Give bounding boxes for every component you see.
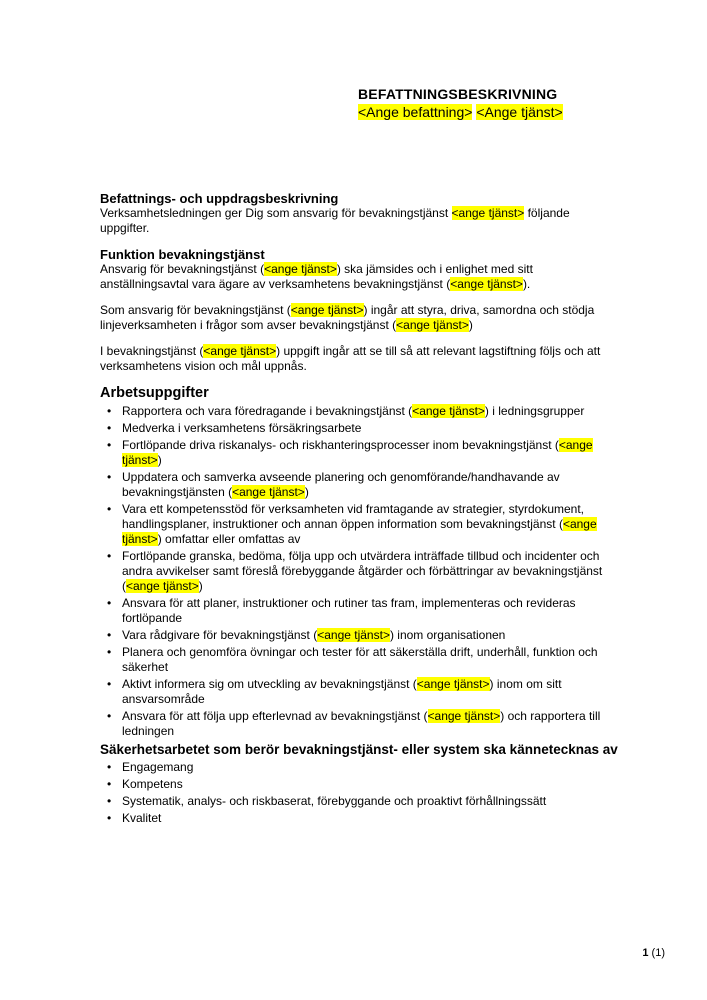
- page-number: 1: [642, 947, 649, 959]
- placeholder-highlight: <ange tjänst>: [122, 517, 597, 546]
- placeholder-highlight: <ange tjänst>: [203, 344, 277, 358]
- page-total: (1): [651, 947, 665, 959]
- paragraph-funktion-2: [100, 303, 612, 333]
- placeholder-highlight: <ange tjänst>: [450, 277, 523, 291]
- text-run: ): [468, 318, 473, 332]
- section-heading-sakerhetsarbetet: Säkerhetsarbetet som berör bevakningstjänst- eller system ska kännetecknas av: [100, 742, 618, 757]
- text-run: Kompetens: [122, 777, 183, 791]
- task-item: [100, 438, 612, 468]
- text-run: Vara ett kompetensstöd för verksamheten vid framtagande av strategier, styrdokument, handlingsplaner, instruktioner och annan öppen information som bevakningstjänst (: [122, 502, 585, 531]
- text-run: ) uppgift ingår att se till så att relevant lagstiftning följs och att verksamhetens vision och mål uppnås.: [100, 344, 601, 373]
- task-item: [100, 596, 612, 626]
- text-run: ).: [522, 277, 531, 291]
- text-run: Som ansvarig för bevakningstjänst (: [100, 303, 291, 317]
- text-run: ) omfattar eller omfattas av: [157, 532, 301, 546]
- principle-item: [100, 794, 612, 809]
- section-heading-funktion: Funktion bevakningstjänst: [100, 247, 265, 262]
- task-item: [100, 677, 612, 707]
- task-item: [100, 404, 612, 419]
- section-heading-uppdragsbeskrivning: Befattnings- och uppdragsbeskrivning: [100, 191, 339, 206]
- text-run: I bevakningstjänst (: [100, 344, 204, 358]
- text-run: ) ingår att styra, driva, samordna och stödja linjeverksamheten i frågor som avser bevakningstjänst (: [100, 303, 595, 332]
- document-title: BEFATTNINGSBESKRIVNING: [358, 86, 558, 102]
- placeholder-highlight: <ange tjänst>: [264, 262, 337, 276]
- text-run: Vara rådgivare för bevakningstjänst (: [122, 628, 318, 642]
- text-run: Systematik, analys- och riskbaserat, förebyggande och proaktivt förhållningssätt: [122, 794, 547, 808]
- text-run: Kvalitet: [122, 811, 162, 825]
- paragraph-funktion-3: [100, 344, 612, 374]
- placeholder-highlight: <ange tjänst>: [317, 628, 390, 642]
- placeholder-highlight: <ange tjänst>: [451, 206, 525, 220]
- section-heading-arbetsuppgifter: Arbetsuppgifter: [100, 385, 209, 401]
- principles-list: [100, 760, 612, 826]
- task-item: [100, 502, 612, 547]
- text-run: ) inom om sitt ansvarsområde: [122, 677, 562, 706]
- task-item: [100, 421, 612, 436]
- placeholder-highlight: <ange tjänst>: [126, 579, 199, 593]
- placeholder-highlight: <ange tjänst>: [416, 677, 490, 691]
- placeholder-highlight: <ange tjänst>: [122, 438, 593, 467]
- text-run: Planera och genomföra övningar och tester för att säkerställa drift, underhåll, funktion och säkerhet: [122, 645, 598, 674]
- document-body: [100, 191, 618, 826]
- placeholder-highlight: <ange tjänst>: [412, 404, 485, 418]
- task-item: [100, 628, 612, 643]
- page-footer: [642, 946, 665, 960]
- principle-item: [100, 760, 612, 775]
- text-run: Aktivt informera sig om utveckling av bevakningstjänst (: [122, 677, 417, 691]
- text-run: ) i ledningsgrupper: [484, 404, 585, 418]
- text-run: Ansvara för att planer, instruktioner och rutiner tas fram, implementeras och revideras fortlöpande: [122, 596, 576, 625]
- task-item: [100, 549, 612, 594]
- text-run: ) ska jämsides och i enlighet med sitt anställningsavtal vara ägare av verksamhetens bevakningstjänst (: [100, 262, 533, 291]
- text-run: Rapportera och vara föredragande i bevakningstjänst (: [122, 404, 413, 418]
- text-run: ) och rapportera till ledningen: [122, 709, 601, 738]
- task-item: [100, 470, 612, 500]
- text-run: ): [157, 453, 162, 467]
- task-item: [100, 645, 612, 675]
- text-run: Engagemang: [122, 760, 194, 774]
- text-run: Ansvara för att följa upp efterlevnad av bevakningstjänst (: [122, 709, 428, 723]
- task-item: [100, 709, 612, 739]
- paragraph-uppdrag: [100, 206, 612, 236]
- placeholder-highlight: <ange tjänst>: [396, 318, 469, 332]
- text-run: ): [304, 485, 309, 499]
- text-run: Fortlöpande driva riskanalys- och riskhanteringsprocesser inom bevakningstjänst (: [122, 438, 559, 452]
- text-run: Ansvarig för bevakningstjänst (: [100, 262, 265, 276]
- task-list: [100, 404, 612, 739]
- text-run: ) inom organisationen: [389, 628, 506, 642]
- principle-item: [100, 777, 612, 792]
- document-header: [358, 85, 612, 121]
- placeholder-highlight: <ange tjänst>: [232, 485, 305, 499]
- placeholder-highlight: <ange tjänst>: [427, 709, 501, 723]
- text-run: ): [198, 579, 203, 593]
- text-run: Medverka i verksamhetens försäkringsarbete: [122, 421, 362, 435]
- text-run: följande uppgifter.: [100, 206, 570, 235]
- placeholder-highlight: <Ange tjänst>: [476, 104, 563, 120]
- document-subtitle: [358, 103, 612, 121]
- text-run: Fortlöpande granska, bedöma, följa upp och utvärdera inträffade tillbud och incidenter och andra avvikelser samt föreslå förebyggande åtgärder och förbättringar av bevakningstjänst (: [122, 549, 603, 593]
- principle-item: [100, 811, 612, 826]
- placeholder-highlight: <Ange befattning>: [358, 104, 473, 120]
- text-run: Verksamhetsledningen ger Dig som ansvarig för bevakningstjänst: [100, 206, 452, 220]
- placeholder-highlight: <ange tjänst>: [290, 303, 364, 317]
- paragraph-funktion-1: [100, 262, 612, 292]
- text-run: Uppdatera och samverka avseende planering och genomförande/handhavande av bevakningstjänsten (: [122, 470, 560, 499]
